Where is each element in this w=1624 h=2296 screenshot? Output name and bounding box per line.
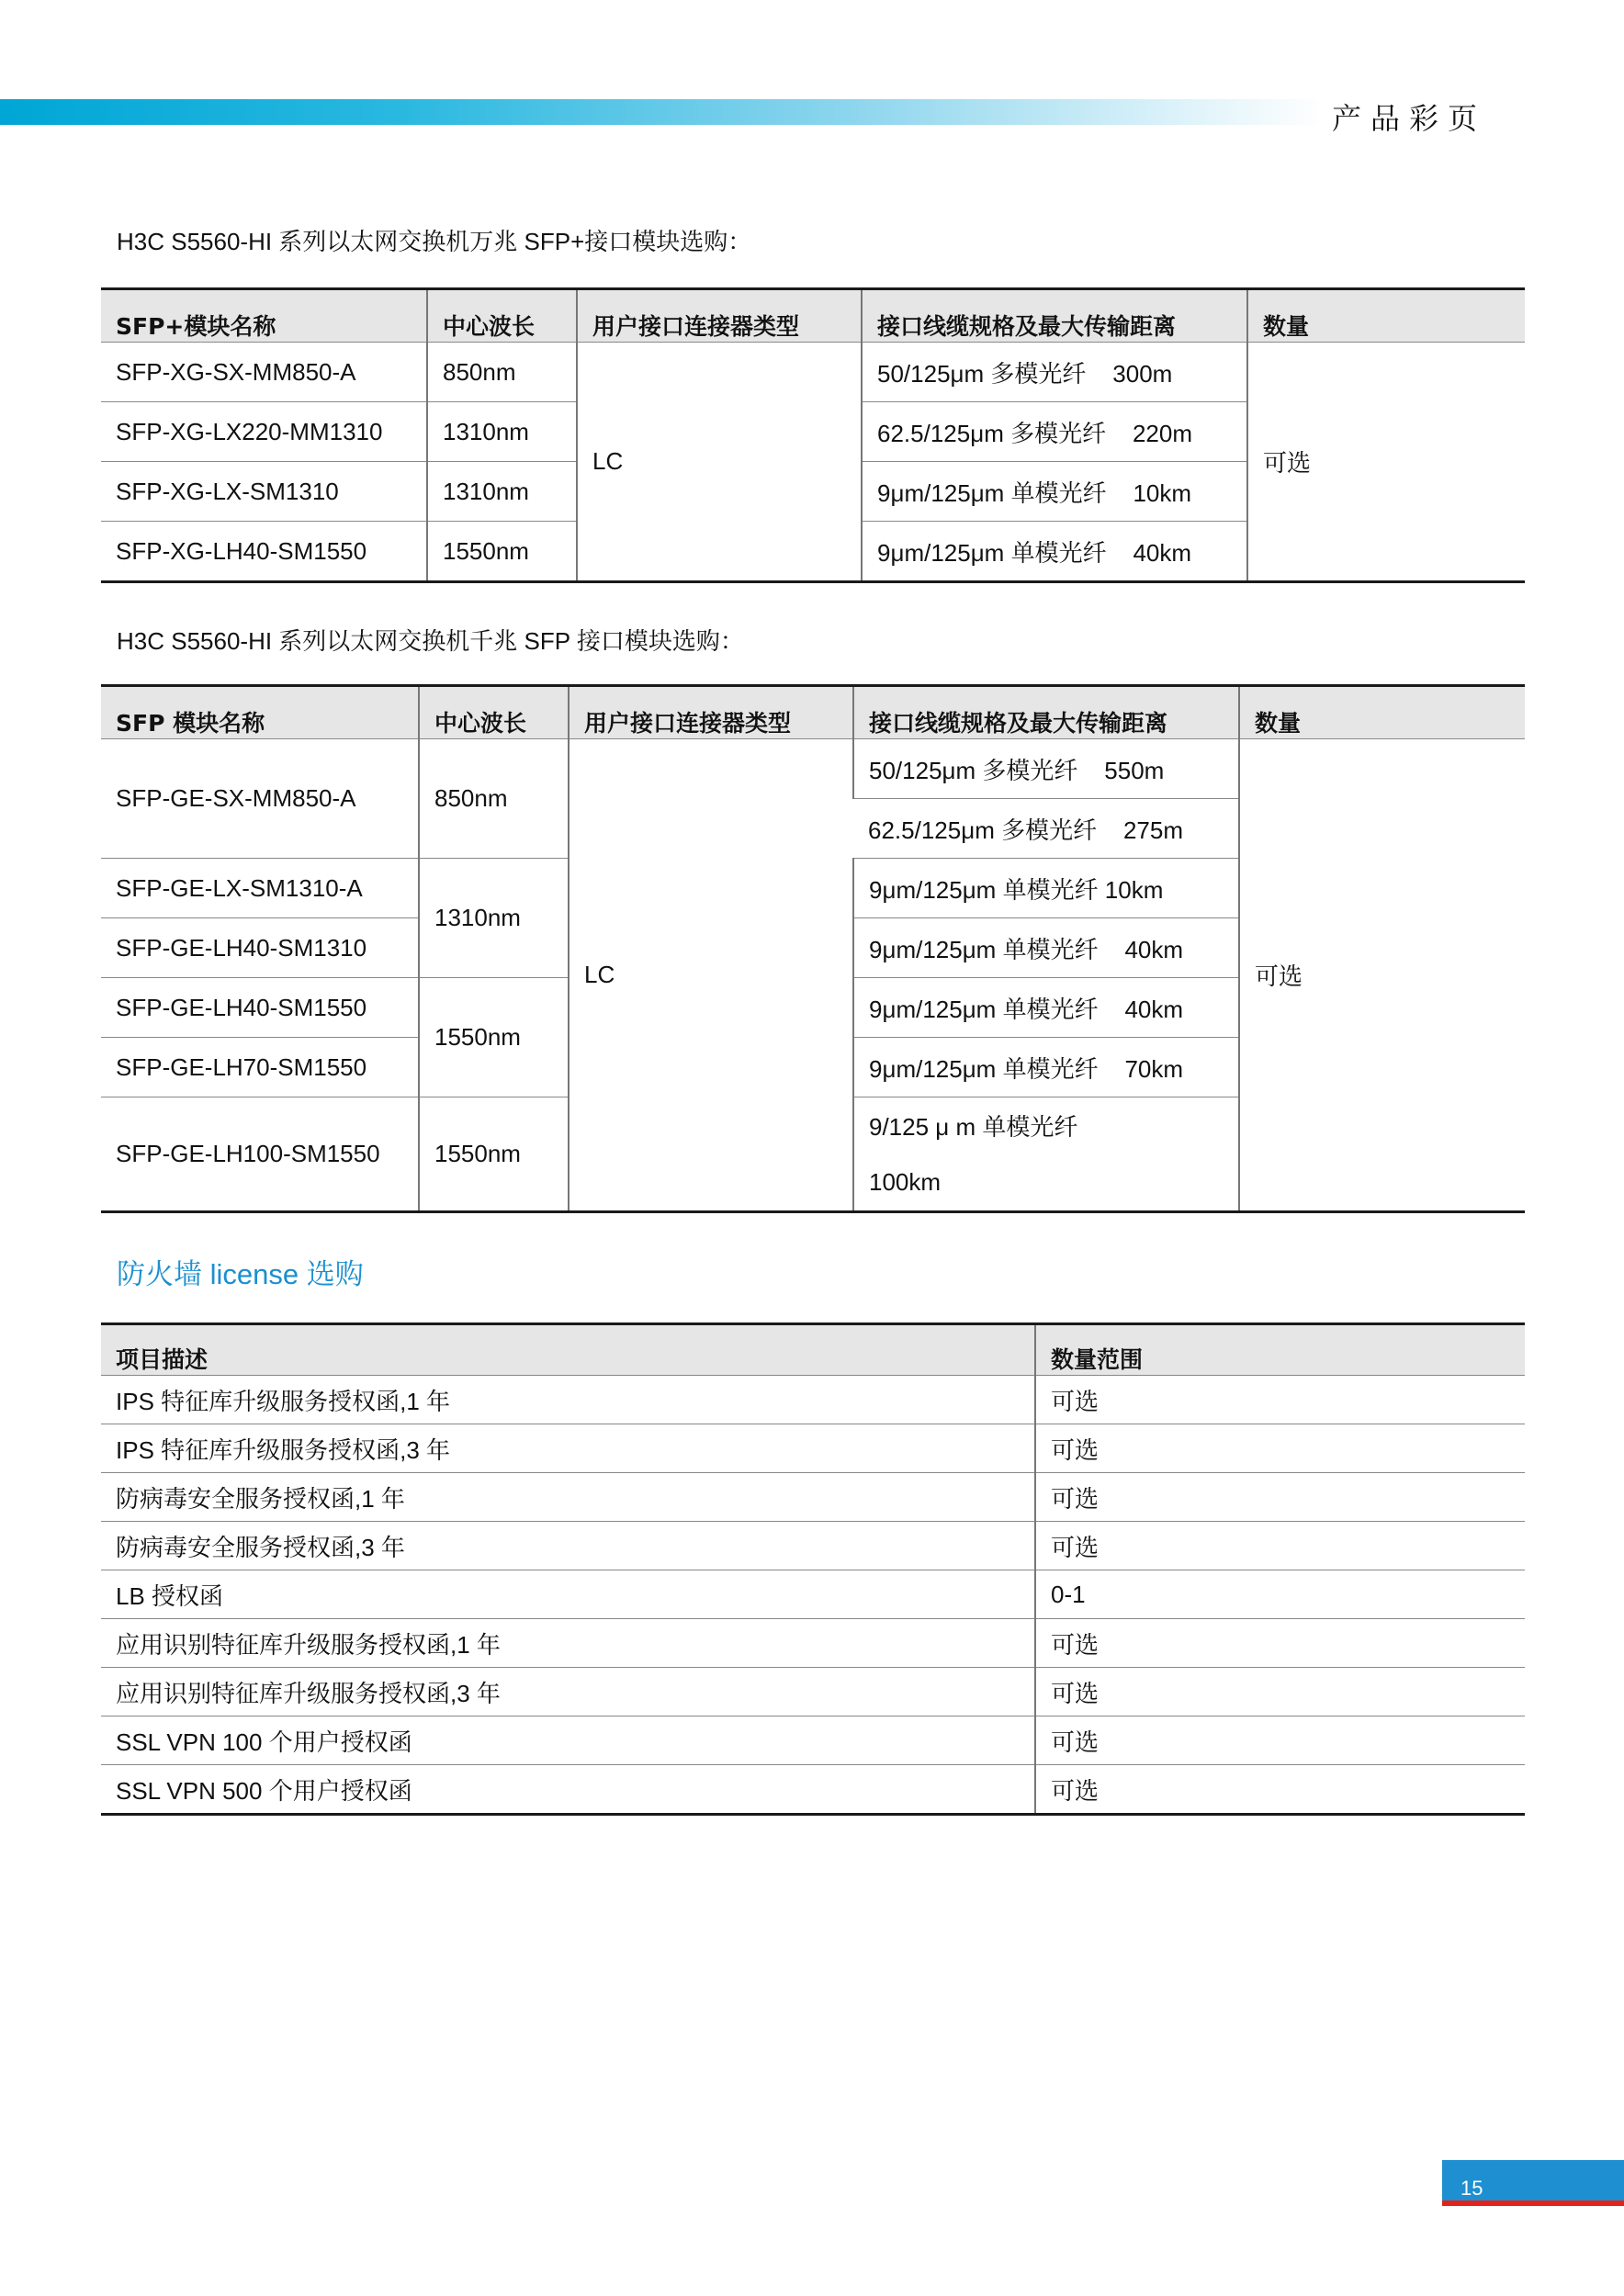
column-header: 接口线缆规格及最大传输距离 [862, 289, 1247, 343]
license-description: 防病毒安全服务授权函,1 年 [101, 1473, 1035, 1522]
cable-spec: 9μm/125μm 单模光纤 10km [862, 462, 1247, 522]
license-quantity: 可选 [1035, 1424, 1525, 1473]
table-row [101, 1716, 1525, 1765]
page-number-box [1442, 2160, 1624, 2206]
cable-spec: 9μm/125μm 单模光纤 10km [853, 859, 1239, 918]
license-quantity: 0-1 [1035, 1570, 1525, 1619]
header-gradient-bar [0, 99, 1323, 125]
table-row [101, 1668, 1525, 1716]
license-description: IPS 特征库升级服务授权函,1 年 [101, 1376, 1035, 1424]
header-title: 产品彩页 [1331, 101, 1486, 136]
cable-spec: 9μm/125μm 单模光纤 40km [853, 918, 1239, 978]
module-name: SFP-GE-LH100-SM1550 [101, 1097, 419, 1212]
connector-type: LC [577, 343, 862, 582]
wavelength: 850nm [427, 343, 577, 402]
module-name: SFP-XG-LX220-MM1310 [101, 402, 427, 462]
table-row [101, 1619, 1525, 1668]
column-header: 中心波长 [419, 686, 569, 739]
license-quantity: 可选 [1035, 1668, 1525, 1716]
license-description: 防病毒安全服务授权函,3 年 [101, 1522, 1035, 1570]
module-name: SFP-GE-LX-SM1310-A [101, 859, 419, 918]
table-header-row [101, 289, 1525, 343]
license-table-body [101, 1376, 1525, 1815]
column-header: 数量 [1247, 289, 1525, 343]
caption-sfp: H3C S5560-HI 系列以太网交换机千兆 SFP 接口模块选购： [117, 627, 744, 655]
table-row [101, 1376, 1525, 1424]
cable-spec: 9μm/125μm 单模光纤 70km [853, 1038, 1239, 1097]
wavelength: 1550nm [419, 1097, 569, 1212]
module-name: SFP-XG-LX-SM1310 [101, 462, 427, 522]
module-name: SFP-GE-LH40-SM1550 [101, 978, 419, 1038]
license-description: IPS 特征库升级服务授权函,3 年 [101, 1424, 1035, 1473]
license-table [101, 1322, 1525, 1816]
quantity: 可选 [1247, 343, 1525, 582]
page-number: 15 [1460, 2177, 1483, 2200]
license-quantity: 可选 [1035, 1376, 1525, 1424]
module-name: SFP-XG-SX-MM850-A [101, 343, 427, 402]
table-row [101, 343, 1525, 402]
cable-spec: 62.5/125μm 多模光纤 275m [853, 799, 1239, 859]
cable-spec: 62.5/125μm 多模光纤 220m [862, 402, 1247, 462]
license-description: LB 授权函 [101, 1570, 1035, 1619]
column-header: 中心波长 [427, 289, 577, 343]
connector-type: LC [569, 739, 853, 1212]
sfp-plus-table [101, 287, 1525, 583]
cable-spec: 50/125μm 多模光纤 550m [853, 739, 1239, 799]
license-quantity: 可选 [1035, 1716, 1525, 1765]
license-description: 应用识别特征库升级服务授权函,1 年 [101, 1619, 1035, 1668]
license-quantity: 可选 [1035, 1522, 1525, 1570]
wavelength: 1310nm [427, 462, 577, 522]
cable-spec: 9μm/125μm 单模光纤 40km [853, 978, 1239, 1038]
column-header: SFP+模块名称 [116, 313, 276, 340]
section-title: 防火墙 license 选购 [117, 1258, 364, 1290]
quantity: 可选 [1239, 739, 1525, 1212]
license-quantity: 可选 [1035, 1473, 1525, 1522]
license-quantity: 可选 [1035, 1765, 1525, 1815]
wavelength: 1550nm [419, 978, 569, 1097]
module-name: SFP-XG-LH40-SM1550 [101, 522, 427, 582]
cable-spec-line: 9/125 μ m 单模光纤 [869, 1112, 1078, 1141]
wavelength: 1550nm [427, 522, 577, 582]
table-row [101, 1473, 1525, 1522]
cable-spec-line: 100km [869, 1167, 942, 1196]
column-header: 接口线缆规格及最大传输距离 [853, 686, 1239, 739]
wavelength: 850nm [419, 739, 569, 859]
table-row [101, 1424, 1525, 1473]
license-description: SSL VPN 500 个用户授权函 [101, 1765, 1035, 1815]
column-header: 数量范围 [1035, 1324, 1525, 1376]
caption-sfp-plus: H3C S5560-HI 系列以太网交换机万兆 SFP+接口模块选购： [117, 228, 752, 255]
table-header-row [101, 686, 1525, 739]
column-header: 用户接口连接器类型 [569, 686, 853, 739]
column-header: 用户接口连接器类型 [577, 289, 862, 343]
cable-spec [853, 1097, 1239, 1212]
table-header-row [101, 1324, 1525, 1376]
wavelength: 1310nm [419, 859, 569, 978]
column-header: 项目描述 [116, 1346, 209, 1373]
table-row [101, 1522, 1525, 1570]
sfp-table [101, 684, 1525, 1213]
license-quantity: 可选 [1035, 1619, 1525, 1668]
cable-spec: 9μm/125μm 单模光纤 40km [862, 522, 1247, 582]
column-header: 数量 [1239, 686, 1525, 739]
table-row [101, 1570, 1525, 1619]
wavelength: 1310nm [427, 402, 577, 462]
table-row [101, 1765, 1525, 1815]
column-header: SFP 模块名称 [116, 710, 265, 737]
cable-spec: 50/125μm 多模光纤 300m [862, 343, 1247, 402]
module-name: SFP-GE-LH40-SM1310 [101, 918, 419, 978]
table-row [101, 739, 1525, 799]
license-description: SSL VPN 100 个用户授权函 [101, 1716, 1035, 1765]
license-description: 应用识别特征库升级服务授权函,3 年 [101, 1668, 1035, 1716]
module-name: SFP-GE-LH70-SM1550 [101, 1038, 419, 1097]
module-name: SFP-GE-SX-MM850-A [101, 739, 419, 859]
